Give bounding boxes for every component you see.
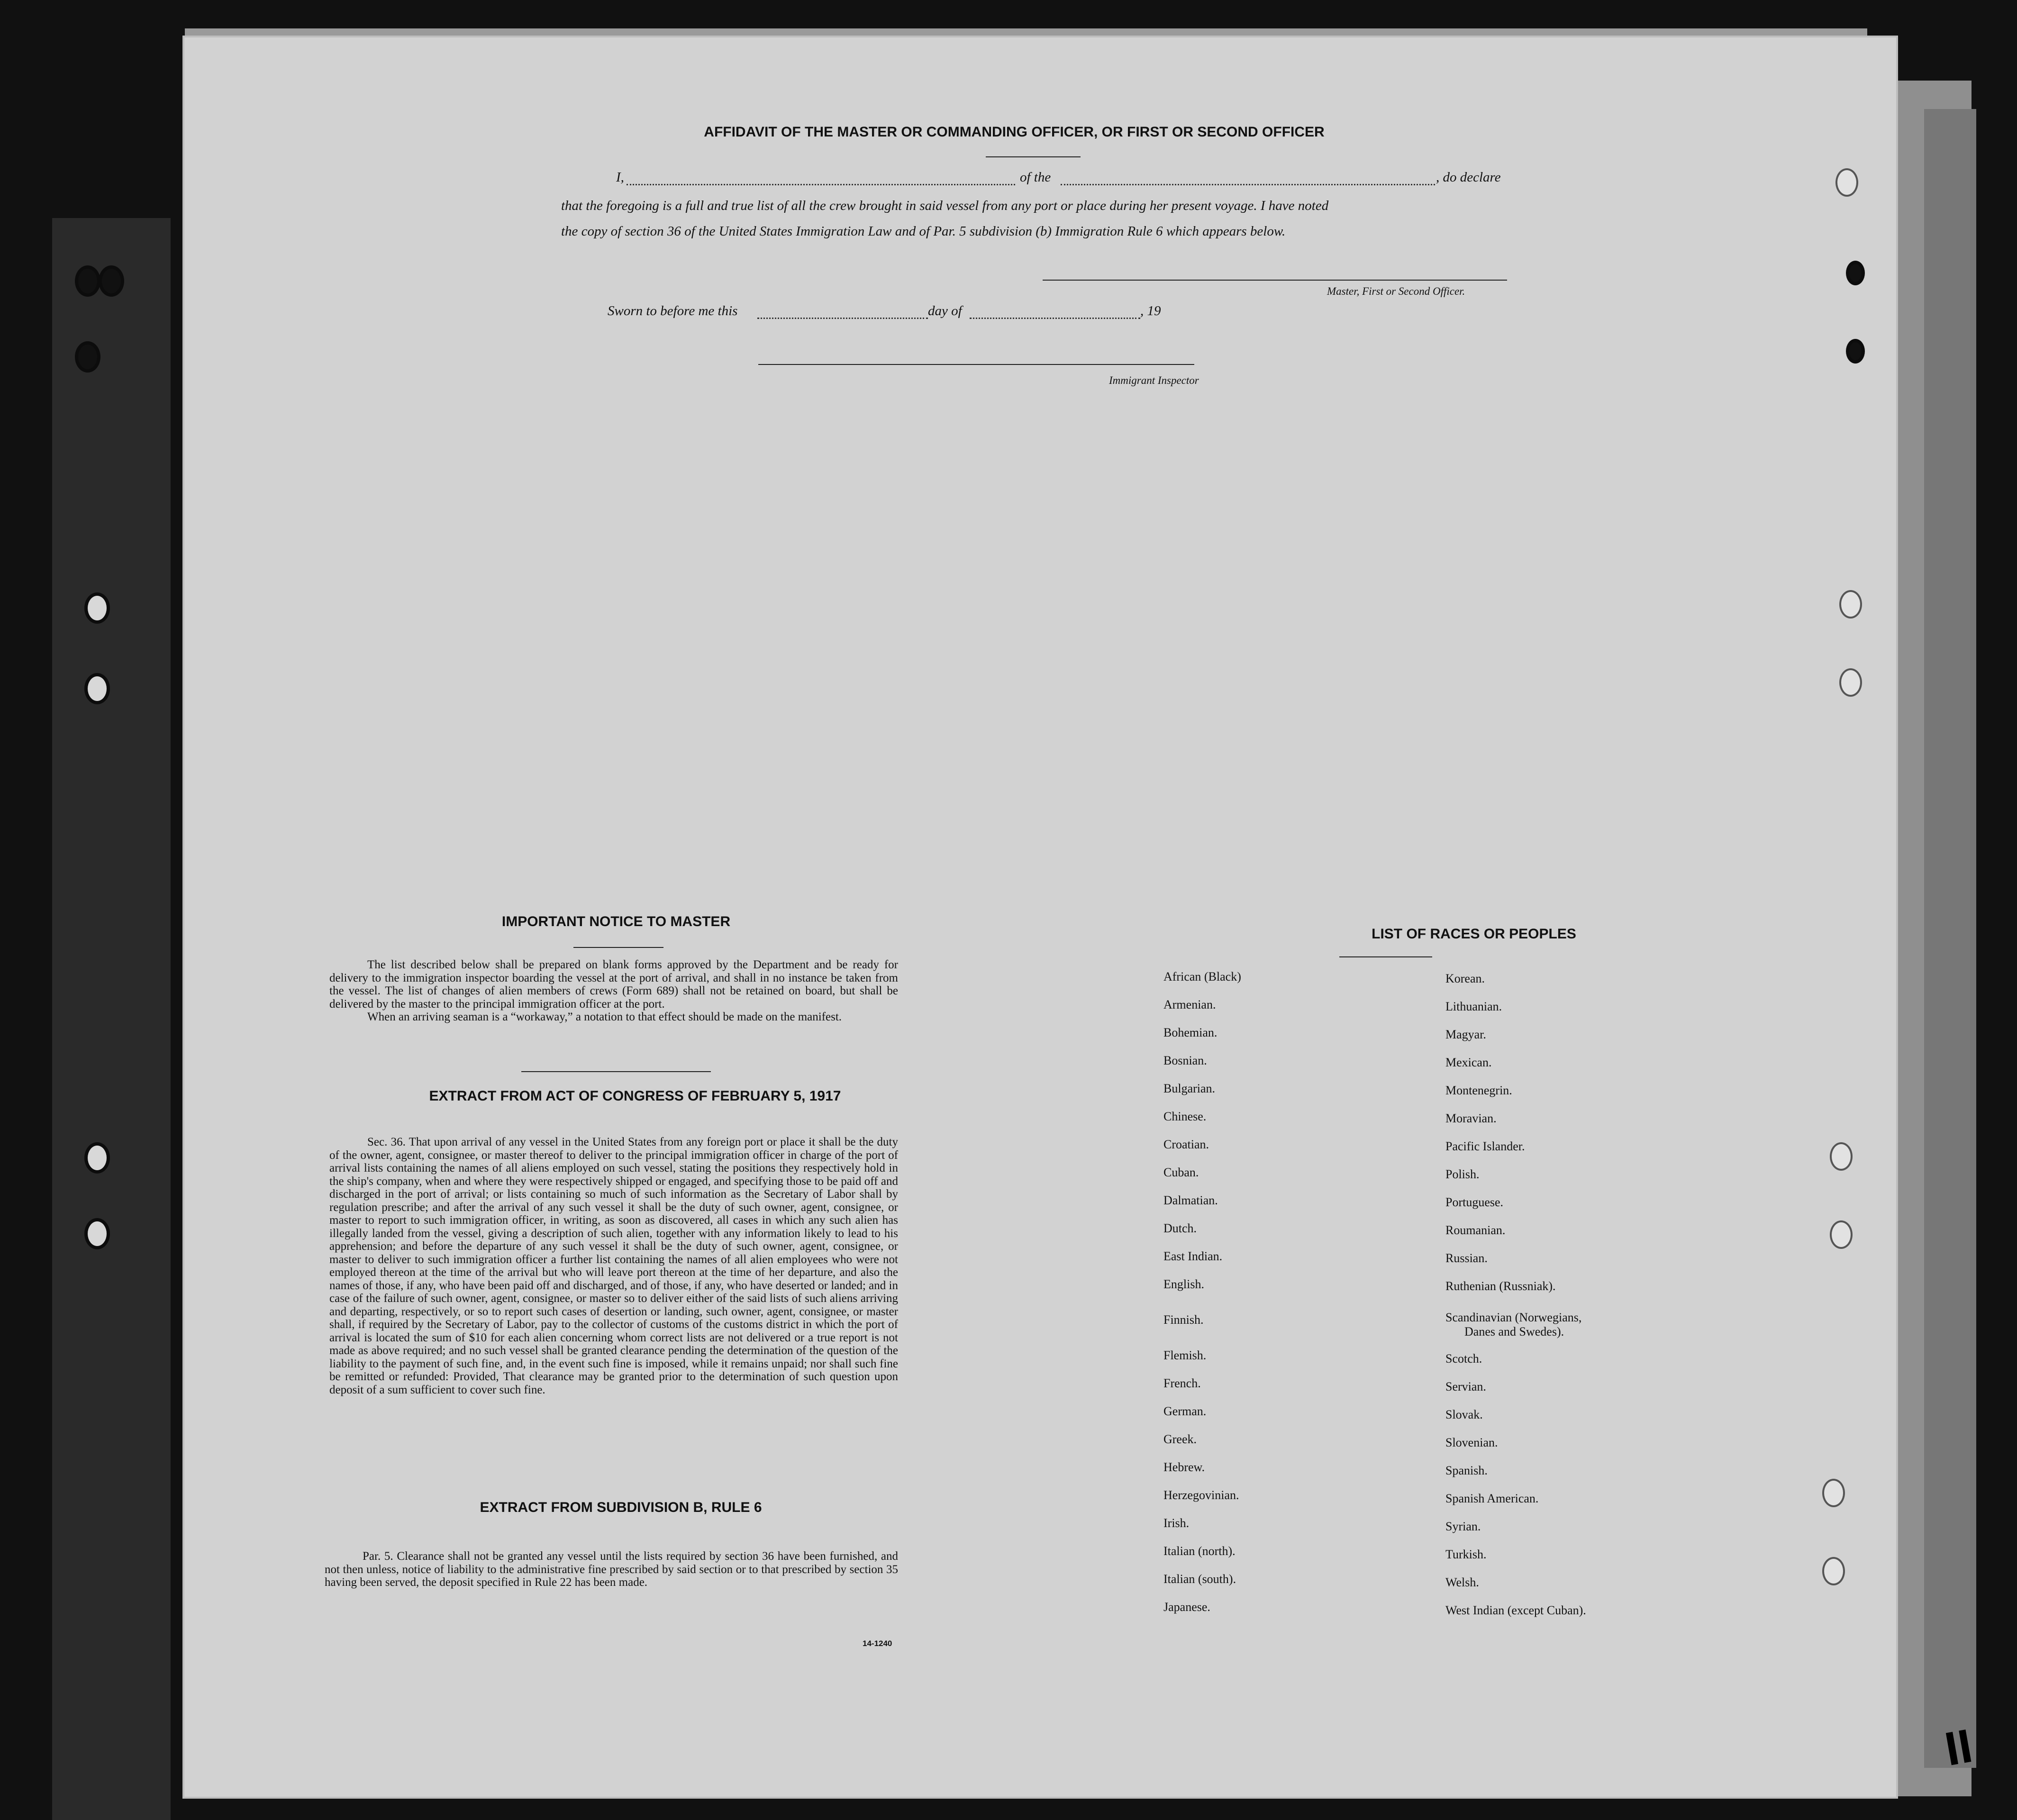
race-item: Italian (south). — [1163, 1572, 1236, 1586]
race-item: Croatian. — [1163, 1138, 1209, 1151]
extract-act-title: EXTRACT FROM ACT OF CONGRESS OF FEBRUARY 5, 1917 — [429, 1088, 841, 1104]
race-item: Korean. — [1445, 972, 1485, 985]
race-item: Scotch. — [1445, 1352, 1482, 1365]
binder-hole — [84, 673, 110, 704]
notice-title: IMPORTANT NOTICE TO MASTER — [501, 914, 731, 929]
master-caption: Master, First or Second Officer. — [1327, 285, 1465, 297]
affidavit-of-the: of the — [1020, 170, 1051, 185]
affidavit-title: AFFIDAVIT OF THE MASTER OR COMMANDING OFFICER, OR FIRST OR SECOND OFFICER — [704, 124, 1325, 140]
race-item: Bosnian. — [1163, 1054, 1207, 1067]
race-item: Italian (north). — [1163, 1544, 1236, 1558]
sworn-label: Sworn to before me this — [608, 303, 738, 318]
punch-hole — [1822, 1557, 1845, 1585]
binder-hole — [99, 265, 124, 297]
race-item: Welsh. — [1445, 1575, 1479, 1589]
race-item: Bulgarian. — [1163, 1082, 1216, 1095]
extract-rule-title: EXTRACT FROM SUBDIVISION B, RULE 6 — [480, 1500, 762, 1515]
race-item: Servian. — [1445, 1380, 1486, 1393]
race-item: Turkish. — [1445, 1547, 1487, 1561]
form-page — [182, 36, 1898, 1799]
punch-hole — [1830, 1142, 1853, 1171]
binder-hole — [75, 265, 100, 297]
race-item: African (Black) — [1163, 970, 1241, 983]
binder-strip — [52, 218, 171, 1820]
race-item: Flemish. — [1163, 1348, 1207, 1362]
race-item: Danes and Swedes). — [1464, 1325, 1564, 1338]
race-item: Syrian. — [1445, 1520, 1481, 1533]
extract-act-body — [329, 1136, 898, 1396]
section-36-text: Sec. 36. That upon arrival of any vessel in the United States from any foreign port or place it shall be the duty of the owner, agent, consignee, or master thereof to deliver to the principal immigration officer in charge of the port of arrival lists containing the names of all aliens employed on such vessel, stating the positions they respectively hold in the ship's company, when and where they were respectively shipped or engaged, and specifying those to be paid off and discharged in the port of arrival; or lists containing so much of such information as the Secretary of Labor shall by regulation prescribe; and after the arrival of any such vessel it shall be the duty of such owner, agent, consignee, or master to report to such immigration officer, in writing, as soon as discovered, all cases in which any such alien has illegally landed from the vessel, giving a description of such alien, together with any information likely to lead to his apprehension; and before the departure of any such vessel it shall be the duty of such owner, agent, consignee, or master to deliver to such immigration officer a further list containing the names of all alien employees who were not employed thereon at the time of the arrival but who will leave port thereon at the time of her departure, and also the names of those, if any, who have been paid off and discharged, and of those, if any, who have deserted or landed; and in case of the failure of such owner, agent, consignee, or master so to deliver either of the said lists of such aliens arriving and departing, respectively, or so to report such cases of desertion or landing, such owner, agent, consignee, or master shall, if required by the Secretary of Labor, pay to the collector of customs of the customs district in which the port of arrival is located the sum of $10 for each alien concerning whom correct lists are not delivered or a true report is not made as above required; and no such vessel shall be granted clearance pending the determination of the question of the liability to the payment of such fine, and, in the event such fine is imposed, while it remains unpaid; nor shall such fine be remitted or refunded: Provided, That clearance may be granted prior to the determination of such question upon deposit of a sum sufficient to cover such fine. — [329, 1136, 898, 1396]
month-blank-line[interactable] — [970, 318, 1140, 319]
race-item: Spanish. — [1445, 1464, 1488, 1477]
race-item: Montenegrin. — [1445, 1083, 1512, 1097]
divider — [1339, 956, 1432, 957]
race-item: Lithuanian. — [1445, 1000, 1502, 1013]
binder-hole — [84, 1142, 110, 1174]
race-item: Japanese. — [1163, 1600, 1210, 1614]
race-item: Roumanian. — [1445, 1223, 1506, 1237]
race-item: Dutch. — [1163, 1221, 1197, 1235]
race-item: Moravian. — [1445, 1111, 1497, 1125]
divider — [986, 156, 1081, 157]
underlying-page-right-edge — [1924, 109, 1976, 1768]
punch-hole — [1846, 261, 1865, 285]
day-of-label: day of — [928, 303, 962, 318]
race-item: Cuban. — [1163, 1165, 1199, 1179]
par-5-text: Par. 5. Clearance shall not be granted any vessel until the lists required by section 36 have been furnished, and not then unless, notice of liability to the administrative fine prescribed by said section or to that prescribed by section 35 having been served, the deposit specified in Rule 22 has been made. — [325, 1550, 898, 1589]
race-item: Greek. — [1163, 1432, 1197, 1446]
race-item: German. — [1163, 1404, 1207, 1418]
affidavit-do-declare: , do declare — [1436, 170, 1501, 185]
race-item: Irish. — [1163, 1516, 1190, 1530]
race-item: Hebrew. — [1163, 1460, 1205, 1474]
race-item: Chinese. — [1163, 1110, 1207, 1123]
race-item: Finnish. — [1163, 1313, 1204, 1327]
margin-tally-mark: II — [1941, 1719, 1977, 1776]
extract-rule-body — [325, 1550, 898, 1589]
punch-hole — [1839, 668, 1862, 697]
binder-hole — [75, 341, 100, 373]
race-item: Slovak. — [1445, 1408, 1483, 1421]
race-item: Herzegovinian. — [1163, 1488, 1239, 1502]
inspector-caption: Immigrant Inspector — [1109, 374, 1199, 386]
race-item: Polish. — [1445, 1167, 1480, 1181]
race-item: East Indian. — [1163, 1249, 1223, 1263]
vessel-blank-line[interactable] — [1061, 184, 1435, 185]
year-label: , 19 — [1140, 303, 1161, 318]
race-item: Bohemian. — [1163, 1026, 1217, 1039]
name-blank-line[interactable] — [627, 184, 1015, 185]
binder-hole — [84, 1218, 110, 1249]
inspector-signature-line[interactable] — [758, 364, 1194, 365]
race-item: Armenian. — [1163, 998, 1216, 1011]
affidavit-i-label: I, — [616, 170, 624, 185]
form-number: 14-1240 — [863, 1639, 892, 1648]
punch-hole — [1839, 590, 1862, 619]
notice-body — [329, 958, 898, 1024]
day-blank-line[interactable] — [757, 318, 928, 319]
races-title: LIST OF RACES OR PEOPLES — [1372, 926, 1576, 942]
race-item: Slovenian. — [1445, 1436, 1498, 1449]
race-item: Pacific Islander. — [1445, 1139, 1525, 1153]
race-item: Magyar. — [1445, 1028, 1486, 1041]
race-item: Mexican. — [1445, 1056, 1492, 1069]
notice-paragraph-1: The list described below shall be prepared on blank forms approved by the Department and be ready for delivery to the immigration inspector boarding the vessel at the port of arrival, and shall in no instance be taken from the vessel. The list of changes of alien members of crews (Form 689) shall not be retained on board, but shall be delivered by the master to the principal immigration officer at the port. — [329, 958, 898, 1010]
race-item: Portuguese. — [1445, 1195, 1504, 1209]
race-item: Dalmatian. — [1163, 1193, 1218, 1207]
race-item: Spanish American. — [1445, 1492, 1539, 1505]
affidavit-line-3: the copy of section 36 of the United States Immigration Law and of Par. 5 subdivision (b) Immigration Rule 6 which appears below. — [561, 224, 1286, 239]
divider — [521, 1071, 711, 1072]
binder-hole — [84, 592, 110, 624]
punch-hole — [1835, 168, 1858, 197]
race-item: Russian. — [1445, 1251, 1488, 1265]
race-item: Ruthenian (Russniak). — [1445, 1279, 1556, 1293]
punch-hole — [1846, 339, 1865, 364]
notice-paragraph-2: When an arriving seaman is a “workaway,” a notation to that effect should be made on the manifest. — [367, 1010, 842, 1023]
race-item: English. — [1163, 1277, 1204, 1291]
race-item: French. — [1163, 1376, 1201, 1390]
affidavit-line-2: that the foregoing is a full and true list of all the crew brought in said vessel from any port or place during her present voyage. I have noted — [561, 198, 1329, 213]
master-signature-line[interactable] — [1043, 280, 1507, 281]
divider — [573, 947, 663, 948]
punch-hole — [1830, 1220, 1853, 1249]
race-item: West Indian (except Cuban). — [1445, 1603, 1586, 1617]
punch-hole — [1822, 1479, 1845, 1507]
race-item: Scandinavian (Norwegians, — [1445, 1310, 1582, 1324]
